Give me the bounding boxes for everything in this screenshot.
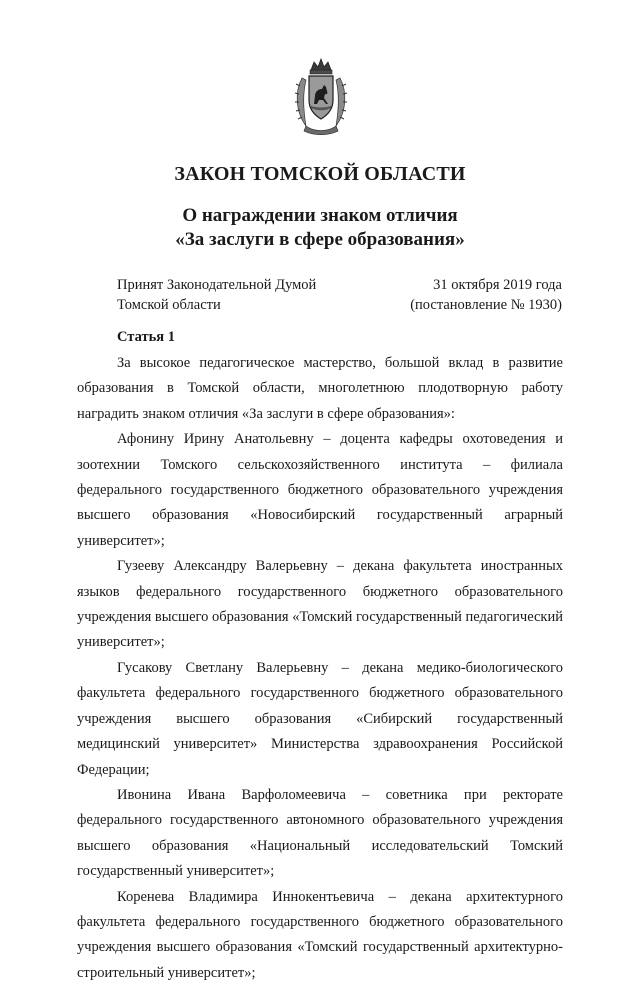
resolution-number: (постановление № 1930) (410, 297, 562, 313)
award-entry: Коренева Владимира Иннокентьевича – декана архитектурного факультета федерального государственного бюджетного образовательного учреждения высшего образования «Томский государственный архитектурно-строительный университет»; (77, 888, 563, 981)
adoption-date: 31 октября 2019 года (433, 277, 562, 293)
award-entry: Афонину Ирину Анатольевну – доцента кафедры охотоведения и зоотехнии Томского сельскохозяйственного института – филиала федерального государственного бюджетного образовательного учреждения высшего образования «Новосибирский государственный аграрный университет»; (77, 431, 563, 549)
adoption-date-block (410, 275, 562, 315)
adopting-body (117, 275, 316, 315)
adopting-body-line-1: Принят Законодательной Думой (117, 277, 317, 293)
law-subject-line-2: «За заслуги в сфере образования» (175, 229, 465, 250)
law-subject (0, 204, 640, 252)
adopting-body-line-2: Томской области (117, 297, 221, 313)
coat-of-arms-icon (292, 56, 350, 138)
law-subject-line-1: О награждении знаком отличия (182, 205, 458, 226)
article-heading: Статья 1 (117, 329, 175, 345)
award-entry: Гусакову Светлану Валерьевну – декана медико-биологического факультета федерального государственного бюджетного образовательного учреждения высшего образования «Сибирский государственный медицинский университет» Министерства здравоохранения Российской Федерации; (77, 659, 563, 778)
law-title: ЗАКОН ТОМСКОЙ ОБЛАСТИ (174, 163, 466, 185)
article-body (77, 351, 563, 986)
award-entry: Гузееву Александру Валерьевну – декана факультета иностранных языков федерального государственного бюджетного образовательного учреждения высшего образования «Томский государственный педагогический университет»; (77, 558, 563, 651)
article-paragraph: За высокое педагогическое мастерство, большой вклад в развитие образования в Томской области, многолетнюю плодотворную работу наградить знаком отличия «За заслуги в сфере образования»: (77, 355, 563, 422)
award-entry: Ивонина Ивана Варфоломеевича – советника при ректорате федерального государственного автономного образовательного учреждения высшего образования «Национальный исследовательский Томский государственный университет»; (77, 786, 563, 880)
